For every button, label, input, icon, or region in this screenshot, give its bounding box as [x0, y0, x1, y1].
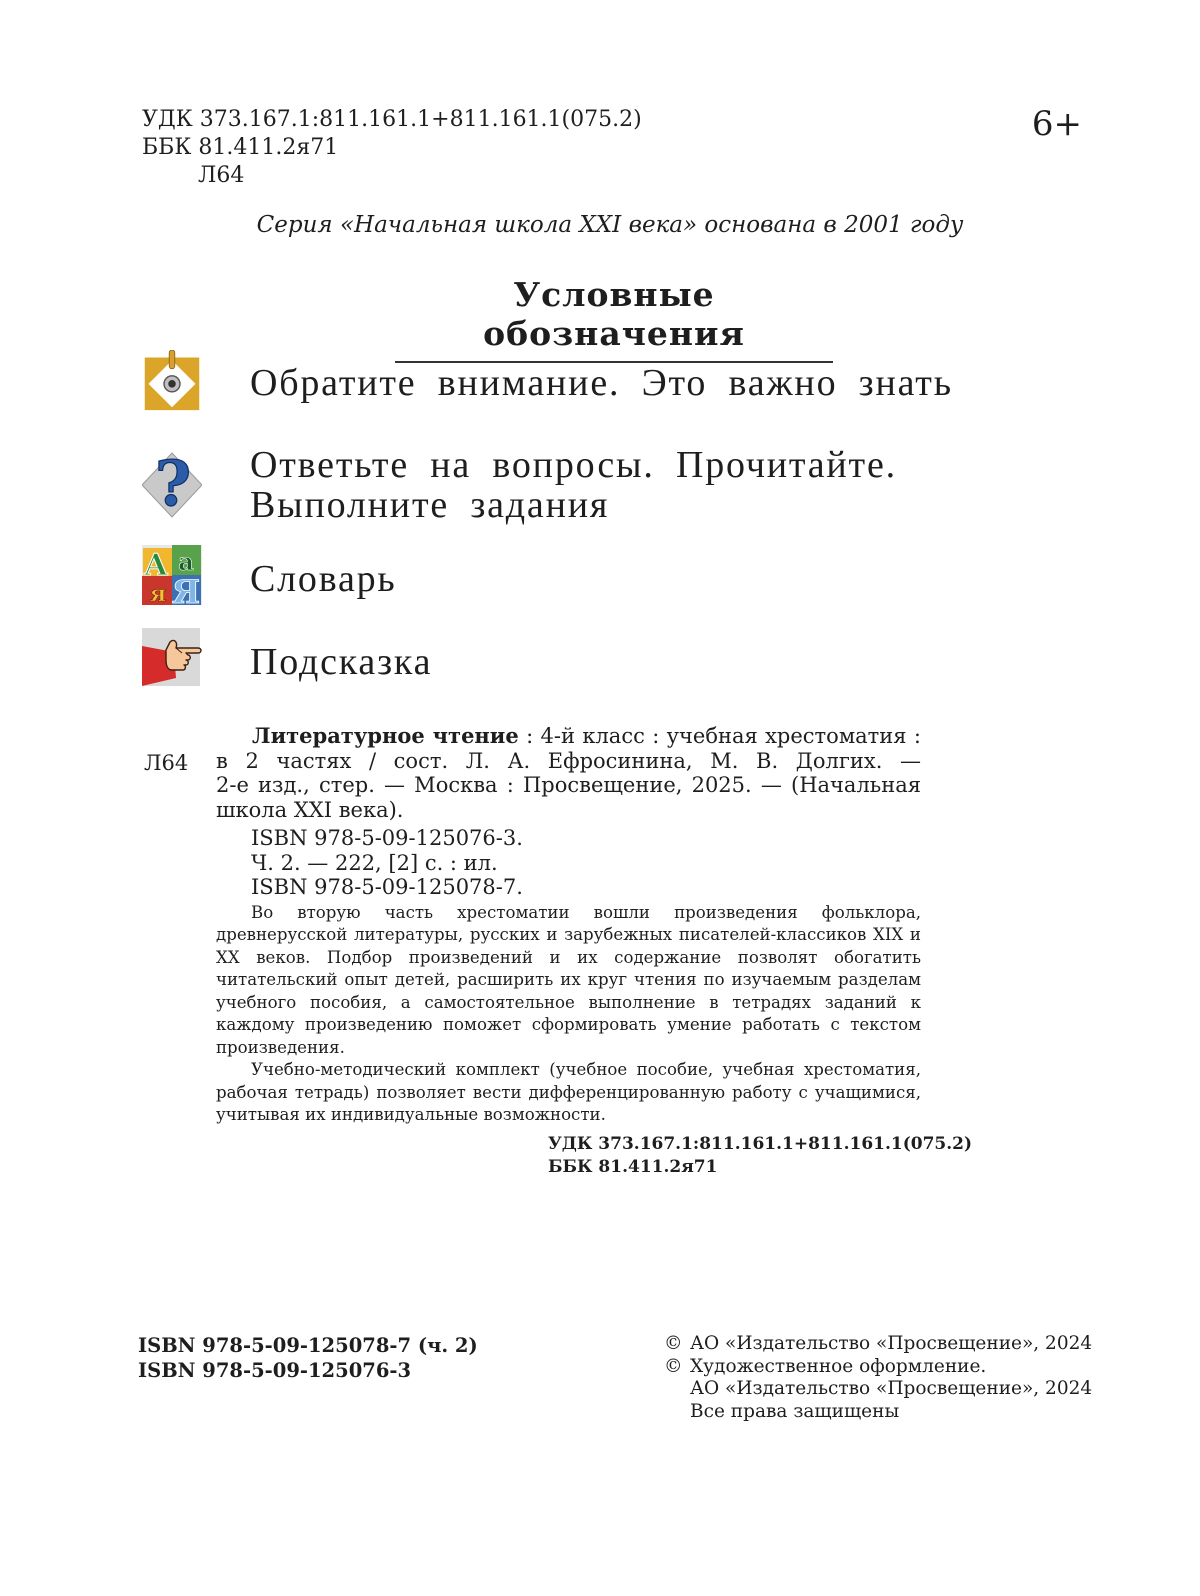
author-mark: Л64 [198, 163, 245, 188]
catalog-side-mark: Л64 [144, 751, 189, 775]
copyright-art-design: Художественное оформление. [690, 1355, 987, 1377]
bibliographic-header [142, 106, 642, 190]
legend-text-questions [250, 445, 897, 525]
legend-item-attention [142, 350, 1042, 420]
copyright-art-publisher: АО «Издательство «Просвещение», 2024 [690, 1378, 1093, 1399]
svg-text:?: ? [154, 447, 192, 519]
legend-item-questions [142, 445, 1042, 535]
attention-icon [142, 350, 202, 412]
legend-text-questions-line1: Ответьте на вопросы. Прочитайте. [250, 444, 897, 486]
legend-item-hint [142, 628, 1042, 698]
legend-text-attention: Обратите внимание. Это важно знать [250, 362, 953, 404]
catalog-title-line [216, 724, 921, 749]
dict-letter-A: А [143, 548, 169, 583]
rights-reserved: Все права защищены [690, 1400, 900, 1422]
catalog-isbn-part: ISBN 978-5-09-125078-7. [251, 875, 523, 899]
catalog-annotation-2: Учебно-методический комплект (учебное пособие, учебная хрестоматия, рабочая тетрадь) позволяет вести дифференцированную работу с учащимися, учитывая их индивидуальные возможности. [216, 1060, 921, 1124]
footer-isbn-set: ISBN 978-5-09-125076-3 [138, 1359, 412, 1382]
legend-text-hint: Подсказка [250, 641, 433, 683]
catalog-part: Ч. 2. — 222, [2] с. : ил. [251, 850, 498, 875]
dict-letter-ya: я [149, 581, 167, 607]
catalog-line-2: в 2 частях / сост. Л. А. Ефросинина, М. В. Долгих. — [216, 748, 921, 773]
age-rating: 6+ [1031, 104, 1082, 144]
catalog-line-3: 2-е изд., стер. — Москва : Просвещение, 2025. — (Начальная [216, 773, 921, 797]
footer-isbn-part: ISBN 978-5-09-125078-7 (ч. 2) [138, 1334, 478, 1357]
copyright-publisher: АО «Издательство «Просвещение», 2024 [690, 1333, 1093, 1354]
catalog-annotation-1: Во вторую часть хрестоматии вошли произведения фольклора, древнерусской литературы, русских и зарубежных писателей-классиков XIX и XX веков. Подбор произведений и их содержание позволят обогатить читательский опыт детей, расширить их круг чтения по изучаемым разделам учебного пособия, а самостоятельное выполнение в тетрадях заданий к каждому произведению поможет сформировать умение работать с текстом произведения. [216, 902, 921, 1057]
question-icon [142, 447, 202, 519]
dict-letter-YA: Я [171, 573, 201, 607]
copyright-block [664, 1333, 1092, 1423]
legend-title: Условные обозначения [395, 275, 833, 363]
catalog-line-4: школа XXI века). [216, 797, 404, 822]
catalog-udk: УДК 373.167.1:811.161.1+811.161.1(075.2) [548, 1134, 973, 1154]
series-note: Серия «Начальная школа XXI века» основана в 2001 году [256, 212, 964, 238]
footer-isbn-block [138, 1333, 478, 1383]
legend-item-dictionary [142, 545, 1042, 615]
catalog-codes [548, 1133, 972, 1179]
udk-code: УДК 373.167.1:811.161.1+811.161.1(075.2) [142, 107, 642, 132]
legend-text-dictionary: Словарь [250, 558, 397, 600]
catalog-title-rest: : 4-й класс : учебная хрестоматия : [518, 724, 921, 748]
catalog-isbn-set: ISBN 978-5-09-125076-3. [251, 826, 523, 850]
bbk-code: ББК 81.411.2я71 [142, 135, 339, 160]
catalog-bbk: ББК 81.411.2я71 [548, 1157, 718, 1177]
dict-letter-a: а [178, 547, 194, 576]
copyright-icon: © [664, 1333, 683, 1354]
catalog-book-title: Литературное чтение [252, 723, 519, 748]
hint-hand-icon [142, 628, 202, 688]
legend-text-questions-line2: Выполните задания [250, 484, 610, 526]
copyright-icon: © [664, 1355, 683, 1377]
dictionary-icon [142, 545, 202, 607]
catalog-card [216, 724, 921, 1127]
